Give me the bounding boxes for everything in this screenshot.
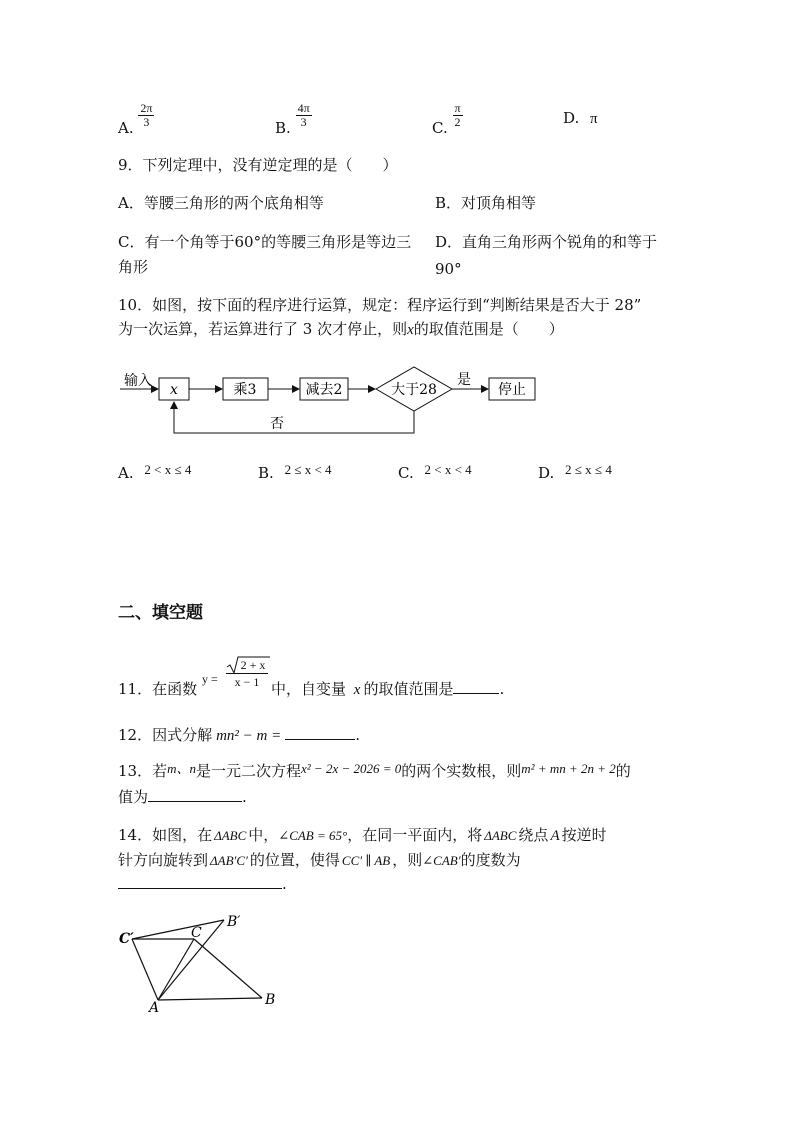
q12-expression: mn² − m = bbox=[216, 728, 282, 744]
q14-text-e: 按逆时 bbox=[561, 826, 607, 844]
q14-text-h: ，则 bbox=[392, 851, 423, 869]
q11-func-lhs: y = bbox=[202, 672, 218, 686]
q10-option-c-expr: 2 < x < 4 bbox=[424, 462, 472, 477]
q8-option-b-letter: B. bbox=[275, 119, 291, 138]
fraction-denominator: 2 bbox=[453, 115, 463, 129]
q14-angle-2: ∠CAB′ bbox=[422, 853, 461, 868]
fraction-numerator: π bbox=[454, 101, 461, 115]
q10-stem-line1: 10．如图，按下面的程序进行运算，规定：程序运行到“判断结果是否大于 28” bbox=[118, 296, 642, 314]
flow-box-x-label: x bbox=[170, 382, 178, 398]
q11-denominator: x − 1 bbox=[226, 673, 268, 689]
q14-angle: ∠CAB = 65° bbox=[278, 828, 348, 843]
q14-text-f: 针方向旋转到 bbox=[118, 851, 209, 869]
q11-radicand: 2 + x bbox=[240, 658, 266, 672]
fraction-numerator: 2π bbox=[140, 101, 153, 115]
q13-variables: m、n bbox=[167, 761, 196, 776]
q14-text-c: ，在同一平面内，将 bbox=[347, 826, 483, 844]
q14-end: . bbox=[282, 875, 287, 893]
q14-point: A bbox=[550, 828, 560, 844]
flow-yes-label: 是 bbox=[457, 372, 471, 388]
q9-stem: 9．下列定理中，没有逆定理的是（ ） bbox=[118, 156, 398, 174]
q14-text-i: 的度数为 bbox=[460, 851, 521, 869]
segment-a-c bbox=[158, 939, 194, 1000]
q10-option-b-expr: 2 ≤ x < 4 bbox=[284, 462, 332, 477]
q13-target-expr: m² + mn + 2n + 2 bbox=[521, 761, 616, 776]
q14-triangle: ΔABC bbox=[214, 828, 247, 843]
fraction-denominator: 3 bbox=[296, 115, 312, 129]
flow-decision-label: 大于28 bbox=[391, 382, 437, 398]
q13-equation: x² − 2x − 2026 = 0 bbox=[301, 761, 402, 776]
flow-box-stop-label: 停止 bbox=[498, 382, 526, 398]
q10-option-d-expr: 2 ≤ x ≤ 4 bbox=[565, 462, 612, 477]
q13-text-d: 的 bbox=[615, 762, 631, 780]
label-c: C bbox=[191, 925, 202, 941]
q10-option-d-letter: D. bbox=[538, 464, 555, 482]
q10-stem-variable: x bbox=[407, 322, 414, 338]
fraction-denominator: 3 bbox=[138, 115, 154, 129]
q9-option-c-line1: C．有一个角等于60°的等腰三角形是等边三 bbox=[118, 233, 412, 251]
q10-stem-text-a: 为一次运算，若运算进行了 3 次才停止，则 bbox=[118, 320, 408, 338]
q14-text-b: 中， bbox=[248, 826, 279, 844]
label-c-prime: C′ bbox=[119, 931, 134, 947]
q10-option-b-letter: B. bbox=[258, 464, 274, 482]
q12-end: . bbox=[355, 726, 361, 744]
q10-option-a-expr: 2 < x ≤ 4 bbox=[144, 462, 192, 477]
flow-box-multiply-label: 乘3 bbox=[233, 382, 257, 398]
q14-text-d: 绕点 bbox=[518, 826, 549, 844]
q10-option-a-letter: A. bbox=[118, 464, 134, 482]
q11-prefix: 11．在函数 bbox=[118, 680, 198, 698]
q13-end: . bbox=[242, 788, 247, 806]
segment-c-prime-a bbox=[132, 939, 158, 1000]
q13-text-b: 是一元二次方程 bbox=[195, 762, 301, 780]
label-a: A bbox=[149, 1000, 160, 1016]
q14-triangle-2: ΔABC bbox=[484, 828, 517, 843]
q9-option-d-line2: 90° bbox=[435, 260, 462, 278]
flow-input-label: 输入 bbox=[124, 373, 152, 389]
q9-option-b: B．对顶角相等 bbox=[435, 194, 537, 212]
q13-line2-text: 值为 bbox=[118, 788, 149, 806]
q14-parallel: CC′ ∥ AB bbox=[341, 853, 391, 868]
q9-option-c-line2: 角形 bbox=[118, 258, 149, 276]
label-b: B bbox=[265, 992, 276, 1008]
label-b-prime: B′ bbox=[227, 914, 241, 930]
q10-option-c-letter: C. bbox=[398, 464, 414, 482]
q10-stem-text-b: 的取值范围是（ ） bbox=[413, 320, 564, 338]
flow-no-label: 否 bbox=[270, 416, 284, 432]
flow-box-subtract-label: 减去2 bbox=[305, 382, 343, 398]
q9-option-d-line1: D．直角三角形两个锐角的和等于 bbox=[435, 233, 658, 251]
segment-a-b bbox=[158, 998, 262, 1000]
q8-option-a-letter: A. bbox=[118, 119, 134, 138]
q8-option-d-value: π bbox=[590, 111, 598, 127]
q9-option-a: A．等腰三角形的两个底角相等 bbox=[118, 194, 324, 212]
q11-suffix: 的取值范围是 bbox=[363, 680, 454, 698]
q11-mid: 中，自变量 bbox=[271, 680, 347, 698]
q8-option-c-letter: C. bbox=[432, 119, 448, 138]
q8-option-d-letter: D. bbox=[563, 109, 580, 127]
q14-text-a: 14．如图，在 bbox=[118, 826, 213, 844]
q12-prefix: 12．因式分解 bbox=[118, 726, 213, 744]
q14-text-g: 的位置，使得 bbox=[249, 851, 340, 869]
fraction-numerator: 4π bbox=[297, 101, 310, 115]
q13-text-a: 13．若 bbox=[118, 762, 168, 780]
q11-end: . bbox=[499, 680, 505, 698]
segment-c-b bbox=[194, 939, 262, 998]
q13-text-c: 的两个实数根，则 bbox=[401, 762, 522, 780]
section-heading: 二、填空题 bbox=[118, 603, 203, 623]
q14-triangle-3: ΔAB′C′ bbox=[210, 853, 248, 868]
q11-variable: x bbox=[353, 682, 361, 698]
